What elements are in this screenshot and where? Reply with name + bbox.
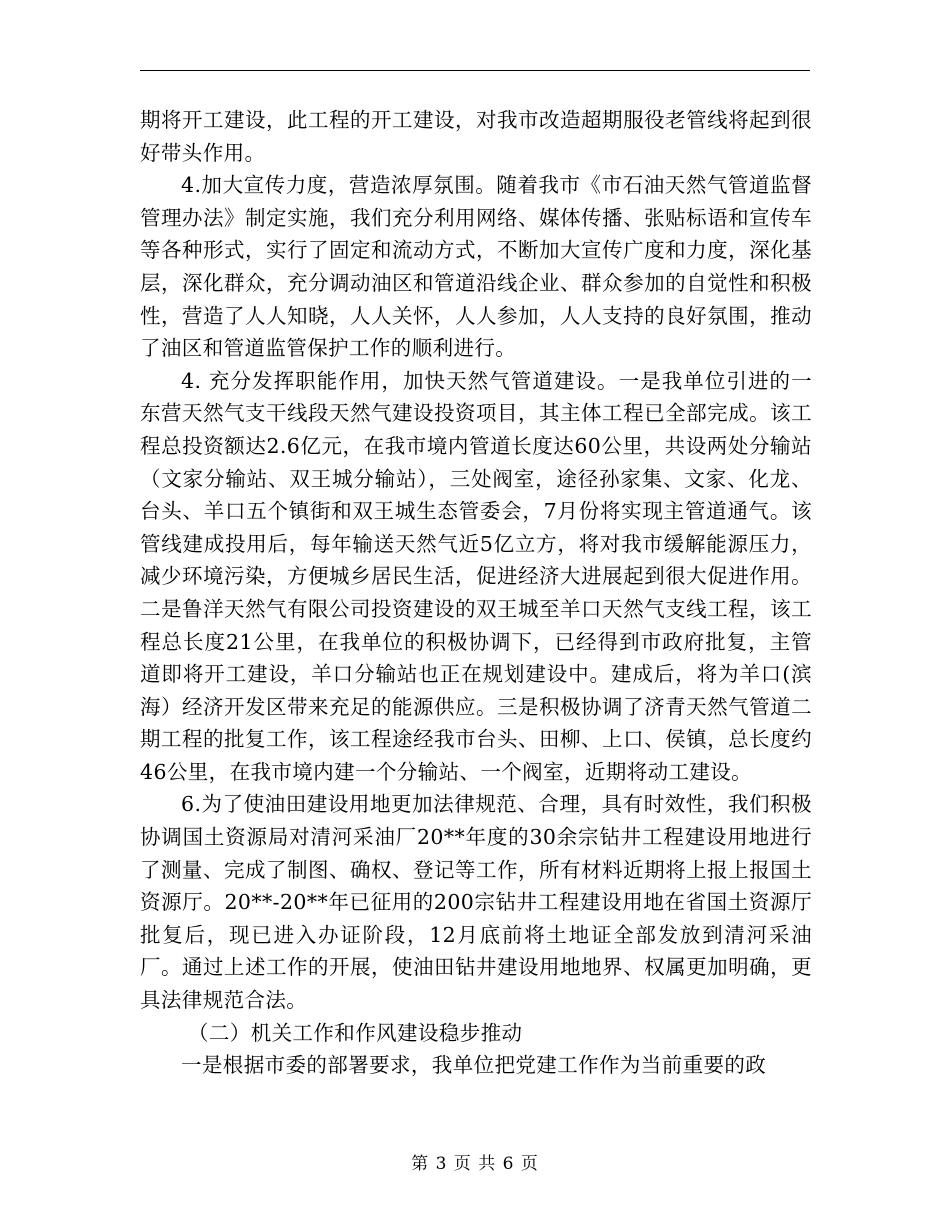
section-subheading: （二）机关工作和作风建设稳步推动 [188,1020,523,1045]
paragraph-publicity: 4.加大宣传力度，营造浓厚氛围。随着我市《市石油天然气管道监督管理办法》制定实施，我们充分利用网络、媒体传播、张贴标语和宣传车等各种形式，实行了固定和流动方式，不断加大宣传广度和力度，深化基层，深化群众，充分调动油区和管道沿线企业、群众参加的自觉性和积极性，营造了人人知晓，人人关怀，人人参加，人人支持的良好氛围，推动了油区和管道监管保护工作的顺利进行。 [140,173,812,361]
document-body [140,104,812,1082]
paragraph-land-use: 6.为了使油田建设用地更加法律规范、合理，具有时效性，我们积极协调国土资源局对清河采油厂20**年度的30余宗钻井工程建设用地进行了测量、完成了制图、确权、登记等工作，所有材料近期将上报上报国土资源厅。20**-20**年已征用的200宗钻井工程建设用地在省国土资源厅批复后，现已进入办证阶段，12月底前将土地证全部发放到清河采油厂。通过上述工作的开展，使油田钻井建设用地地界、权属更加明确，更具法律规范合法。 [140,792,812,1013]
paragraph-continuation: 期将开工建设，此工程的开工建设，对我市改造超期服役老管线将起到很好带头作用。 [140,108,812,165]
paragraph-party-building: 一是根据市委的部署要求，我单位把党建工作作为当前重要的政 [181,1053,767,1078]
header-rule [140,70,810,71]
page-number: 第 3 页 共 6 页 [411,1154,539,1174]
paragraph-gas-pipeline: 4. 充分发挥职能作用，加快天然气管道建设。一是我单位引进的一东营天然气支干线段天然气建设投资项目，其主体工程已全部完成。该工程总投资额达2.6亿元，在我市境内管道长度达60公里，共设两处分输站（文家分输站、双王城分输站），三处阀室，途径孙家集、文家、化龙、台头、羊口五个镇街和双王城生态管委会，7月份将实现主管道通气。该管线建成投用后，每年输送天然气近5亿立方，将对我市缓解能源压力，减少环境污染，方便城乡居民生活，促进经济大进展起到很大促进作用。二是鲁洋天然气有限公司投资建设的双王城至羊口天然气支线工程，该工程总长度21公里，在我单位的积极协调下，已经得到市政府批复，主管道即将开工建设，羊口分输站也正在规划建设中。建成后，将为羊口(滨海）经济开发区带来充足的能源供应。三是积极协调了济青天然气管道二期工程的批复工作，该工程途经我市台头、田柳、上口、侯镇，总长度约46公里，在我市境内建一个分输站、一个阀室，近期将动工建设。 [140,368,812,784]
